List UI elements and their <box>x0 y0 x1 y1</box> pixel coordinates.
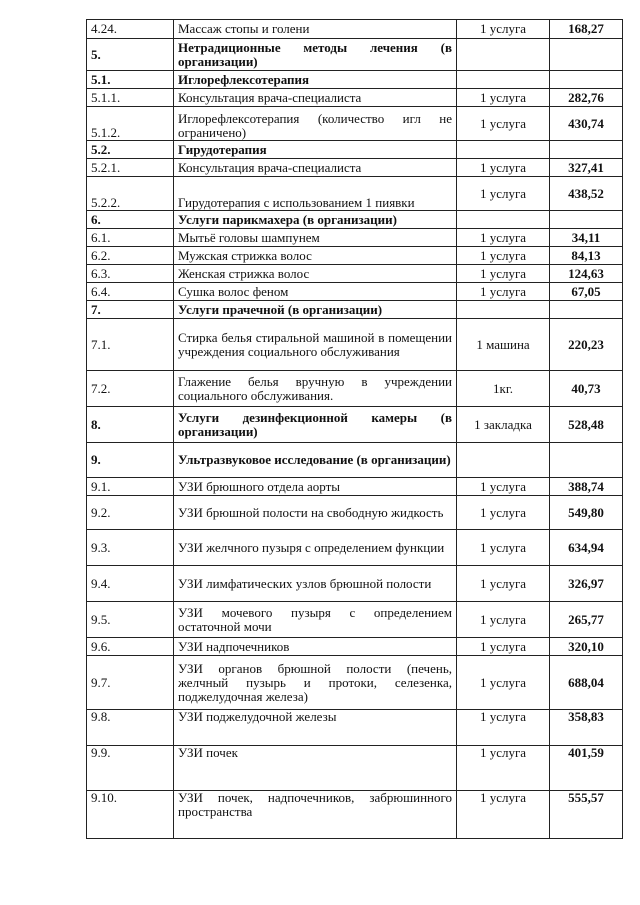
service-name: Глажение белья вручную в учреждении социального обслуживания. <box>174 371 457 407</box>
table-row <box>87 20 623 39</box>
price: 320,10 <box>550 638 623 656</box>
section-title: Услуги прачечной (в организации) <box>174 301 457 319</box>
table-row <box>87 566 623 602</box>
table-row <box>87 710 623 746</box>
row-number: 6.2. <box>87 247 174 265</box>
section-row <box>87 141 623 159</box>
table-row <box>87 791 623 839</box>
price <box>550 71 623 89</box>
unit <box>457 39 550 71</box>
service-name: Гирудотерапия с использованием 1 пиявки <box>174 177 457 211</box>
unit: 1кг. <box>457 371 550 407</box>
service-name: Мужская стрижка волос <box>174 247 457 265</box>
row-number: 9.5. <box>87 602 174 638</box>
row-number: 6.3. <box>87 265 174 283</box>
price: 326,97 <box>550 566 623 602</box>
price: 40,73 <box>550 371 623 407</box>
table-row <box>87 283 623 301</box>
unit: 1 услуга <box>457 638 550 656</box>
row-number: 9.9. <box>87 746 174 791</box>
section-title: Нетрадиционные методы лечения (в организации) <box>174 39 457 71</box>
table-row <box>87 530 623 566</box>
row-number: 9.8. <box>87 710 174 746</box>
price: 388,74 <box>550 478 623 496</box>
row-number: 8. <box>87 407 174 443</box>
service-name: УЗИ органов брюшной полости (печень, желчный пузырь и протоки, селезенка, поджелудочная железа) <box>174 656 457 710</box>
unit <box>457 141 550 159</box>
table-row <box>87 602 623 638</box>
unit: 1 услуга <box>457 107 550 141</box>
section-title: Ультразвуковое исследование (в организации) <box>174 443 457 478</box>
unit: 1 услуга <box>457 496 550 530</box>
service-name: Консультация врача-специалиста <box>174 89 457 107</box>
service-name: УЗИ брюшного отдела аорты <box>174 478 457 496</box>
unit: 1 услуга <box>457 530 550 566</box>
row-number: 9.4. <box>87 566 174 602</box>
price: 430,74 <box>550 107 623 141</box>
price <box>550 39 623 71</box>
price: 67,05 <box>550 283 623 301</box>
unit: 1 услуга <box>457 247 550 265</box>
row-number: 9.3. <box>87 530 174 566</box>
section-row <box>87 39 623 71</box>
unit: 1 услуга <box>457 791 550 839</box>
row-number: 5.2. <box>87 141 174 159</box>
table-row <box>87 107 623 141</box>
row-number: 9. <box>87 443 174 478</box>
service-name: Женская стрижка волос <box>174 265 457 283</box>
price: 34,11 <box>550 229 623 247</box>
price <box>550 141 623 159</box>
section-title: Услуги дезинфекционной камеры (в организации) <box>174 407 457 443</box>
row-number: 5. <box>87 39 174 71</box>
table-row <box>87 656 623 710</box>
service-name: Консультация врача-специалиста <box>174 159 457 177</box>
table-row <box>87 638 623 656</box>
unit <box>457 71 550 89</box>
price: 528,48 <box>550 407 623 443</box>
service-name: УЗИ желчного пузыря с определением функции <box>174 530 457 566</box>
unit: 1 услуга <box>457 602 550 638</box>
row-number: 9.6. <box>87 638 174 656</box>
row-number: 9.10. <box>87 791 174 839</box>
row-number: 5.1.2. <box>87 107 174 141</box>
section-row <box>87 301 623 319</box>
unit: 1 услуга <box>457 159 550 177</box>
table-row <box>87 265 623 283</box>
service-name: Мытьё головы шампунем <box>174 229 457 247</box>
table-row <box>87 746 623 791</box>
price <box>550 211 623 229</box>
row-number: 5.2.2. <box>87 177 174 211</box>
service-name: Иглорефлексотерапия (количество игл не ограничено) <box>174 107 457 141</box>
price: 124,63 <box>550 265 623 283</box>
table-row <box>87 177 623 211</box>
price: 327,41 <box>550 159 623 177</box>
price: 555,57 <box>550 791 623 839</box>
table-row <box>87 89 623 107</box>
unit: 1 услуга <box>457 746 550 791</box>
unit: 1 услуга <box>457 265 550 283</box>
unit: 1 услуга <box>457 566 550 602</box>
row-number: 7.2. <box>87 371 174 407</box>
section-title: Услуги парикмахера (в организации) <box>174 211 457 229</box>
table-row <box>87 371 623 407</box>
price <box>550 443 623 478</box>
service-name: Стирка белья стиральной машиной в помещении учреждения социального обслуживания <box>174 319 457 371</box>
table-row <box>87 159 623 177</box>
section-title: Гирудотерапия <box>174 141 457 159</box>
service-name: Массаж стопы и голени <box>174 20 457 39</box>
service-name: УЗИ почек <box>174 746 457 791</box>
price: 168,27 <box>550 20 623 39</box>
unit: 1 услуга <box>457 283 550 301</box>
price: 438,52 <box>550 177 623 211</box>
service-name: УЗИ лимфатических узлов брюшной полости <box>174 566 457 602</box>
table-row <box>87 247 623 265</box>
unit: 1 закладка <box>457 407 550 443</box>
price: 401,59 <box>550 746 623 791</box>
unit: 1 услуга <box>457 20 550 39</box>
row-number: 9.7. <box>87 656 174 710</box>
table-row <box>87 478 623 496</box>
section-title: Иглорефлексотерапия <box>174 71 457 89</box>
service-name: УЗИ надпочечников <box>174 638 457 656</box>
unit: 1 услуга <box>457 89 550 107</box>
section-row <box>87 407 623 443</box>
service-name: УЗИ брюшной полости на свободную жидкость <box>174 496 457 530</box>
row-number: 6. <box>87 211 174 229</box>
unit <box>457 211 550 229</box>
price: 549,80 <box>550 496 623 530</box>
row-number: 7. <box>87 301 174 319</box>
price <box>550 301 623 319</box>
section-row <box>87 211 623 229</box>
unit: 1 машина <box>457 319 550 371</box>
row-number: 9.1. <box>87 478 174 496</box>
row-number: 6.4. <box>87 283 174 301</box>
section-row <box>87 71 623 89</box>
row-number: 5.1. <box>87 71 174 89</box>
service-name: УЗИ почек, надпочечников, забрюшинного пространства <box>174 791 457 839</box>
service-name: УЗИ мочевого пузыря с определением остаточной мочи <box>174 602 457 638</box>
unit: 1 услуга <box>457 710 550 746</box>
unit: 1 услуга <box>457 177 550 211</box>
service-name: УЗИ поджелудочной железы <box>174 710 457 746</box>
unit <box>457 301 550 319</box>
table-row <box>87 229 623 247</box>
row-number: 5.2.1. <box>87 159 174 177</box>
price: 265,77 <box>550 602 623 638</box>
row-number: 6.1. <box>87 229 174 247</box>
section-row <box>87 443 623 478</box>
row-number: 5.1.1. <box>87 89 174 107</box>
price: 688,04 <box>550 656 623 710</box>
price: 282,76 <box>550 89 623 107</box>
price: 358,83 <box>550 710 623 746</box>
unit: 1 услуга <box>457 656 550 710</box>
unit: 1 услуга <box>457 229 550 247</box>
table-row <box>87 319 623 371</box>
price-table <box>86 19 623 839</box>
price: 84,13 <box>550 247 623 265</box>
price: 220,23 <box>550 319 623 371</box>
service-name: Сушка волос феном <box>174 283 457 301</box>
row-number: 9.2. <box>87 496 174 530</box>
unit: 1 услуга <box>457 478 550 496</box>
price: 634,94 <box>550 530 623 566</box>
table-row <box>87 496 623 530</box>
row-number: 7.1. <box>87 319 174 371</box>
row-number: 4.24. <box>87 20 174 39</box>
unit <box>457 443 550 478</box>
